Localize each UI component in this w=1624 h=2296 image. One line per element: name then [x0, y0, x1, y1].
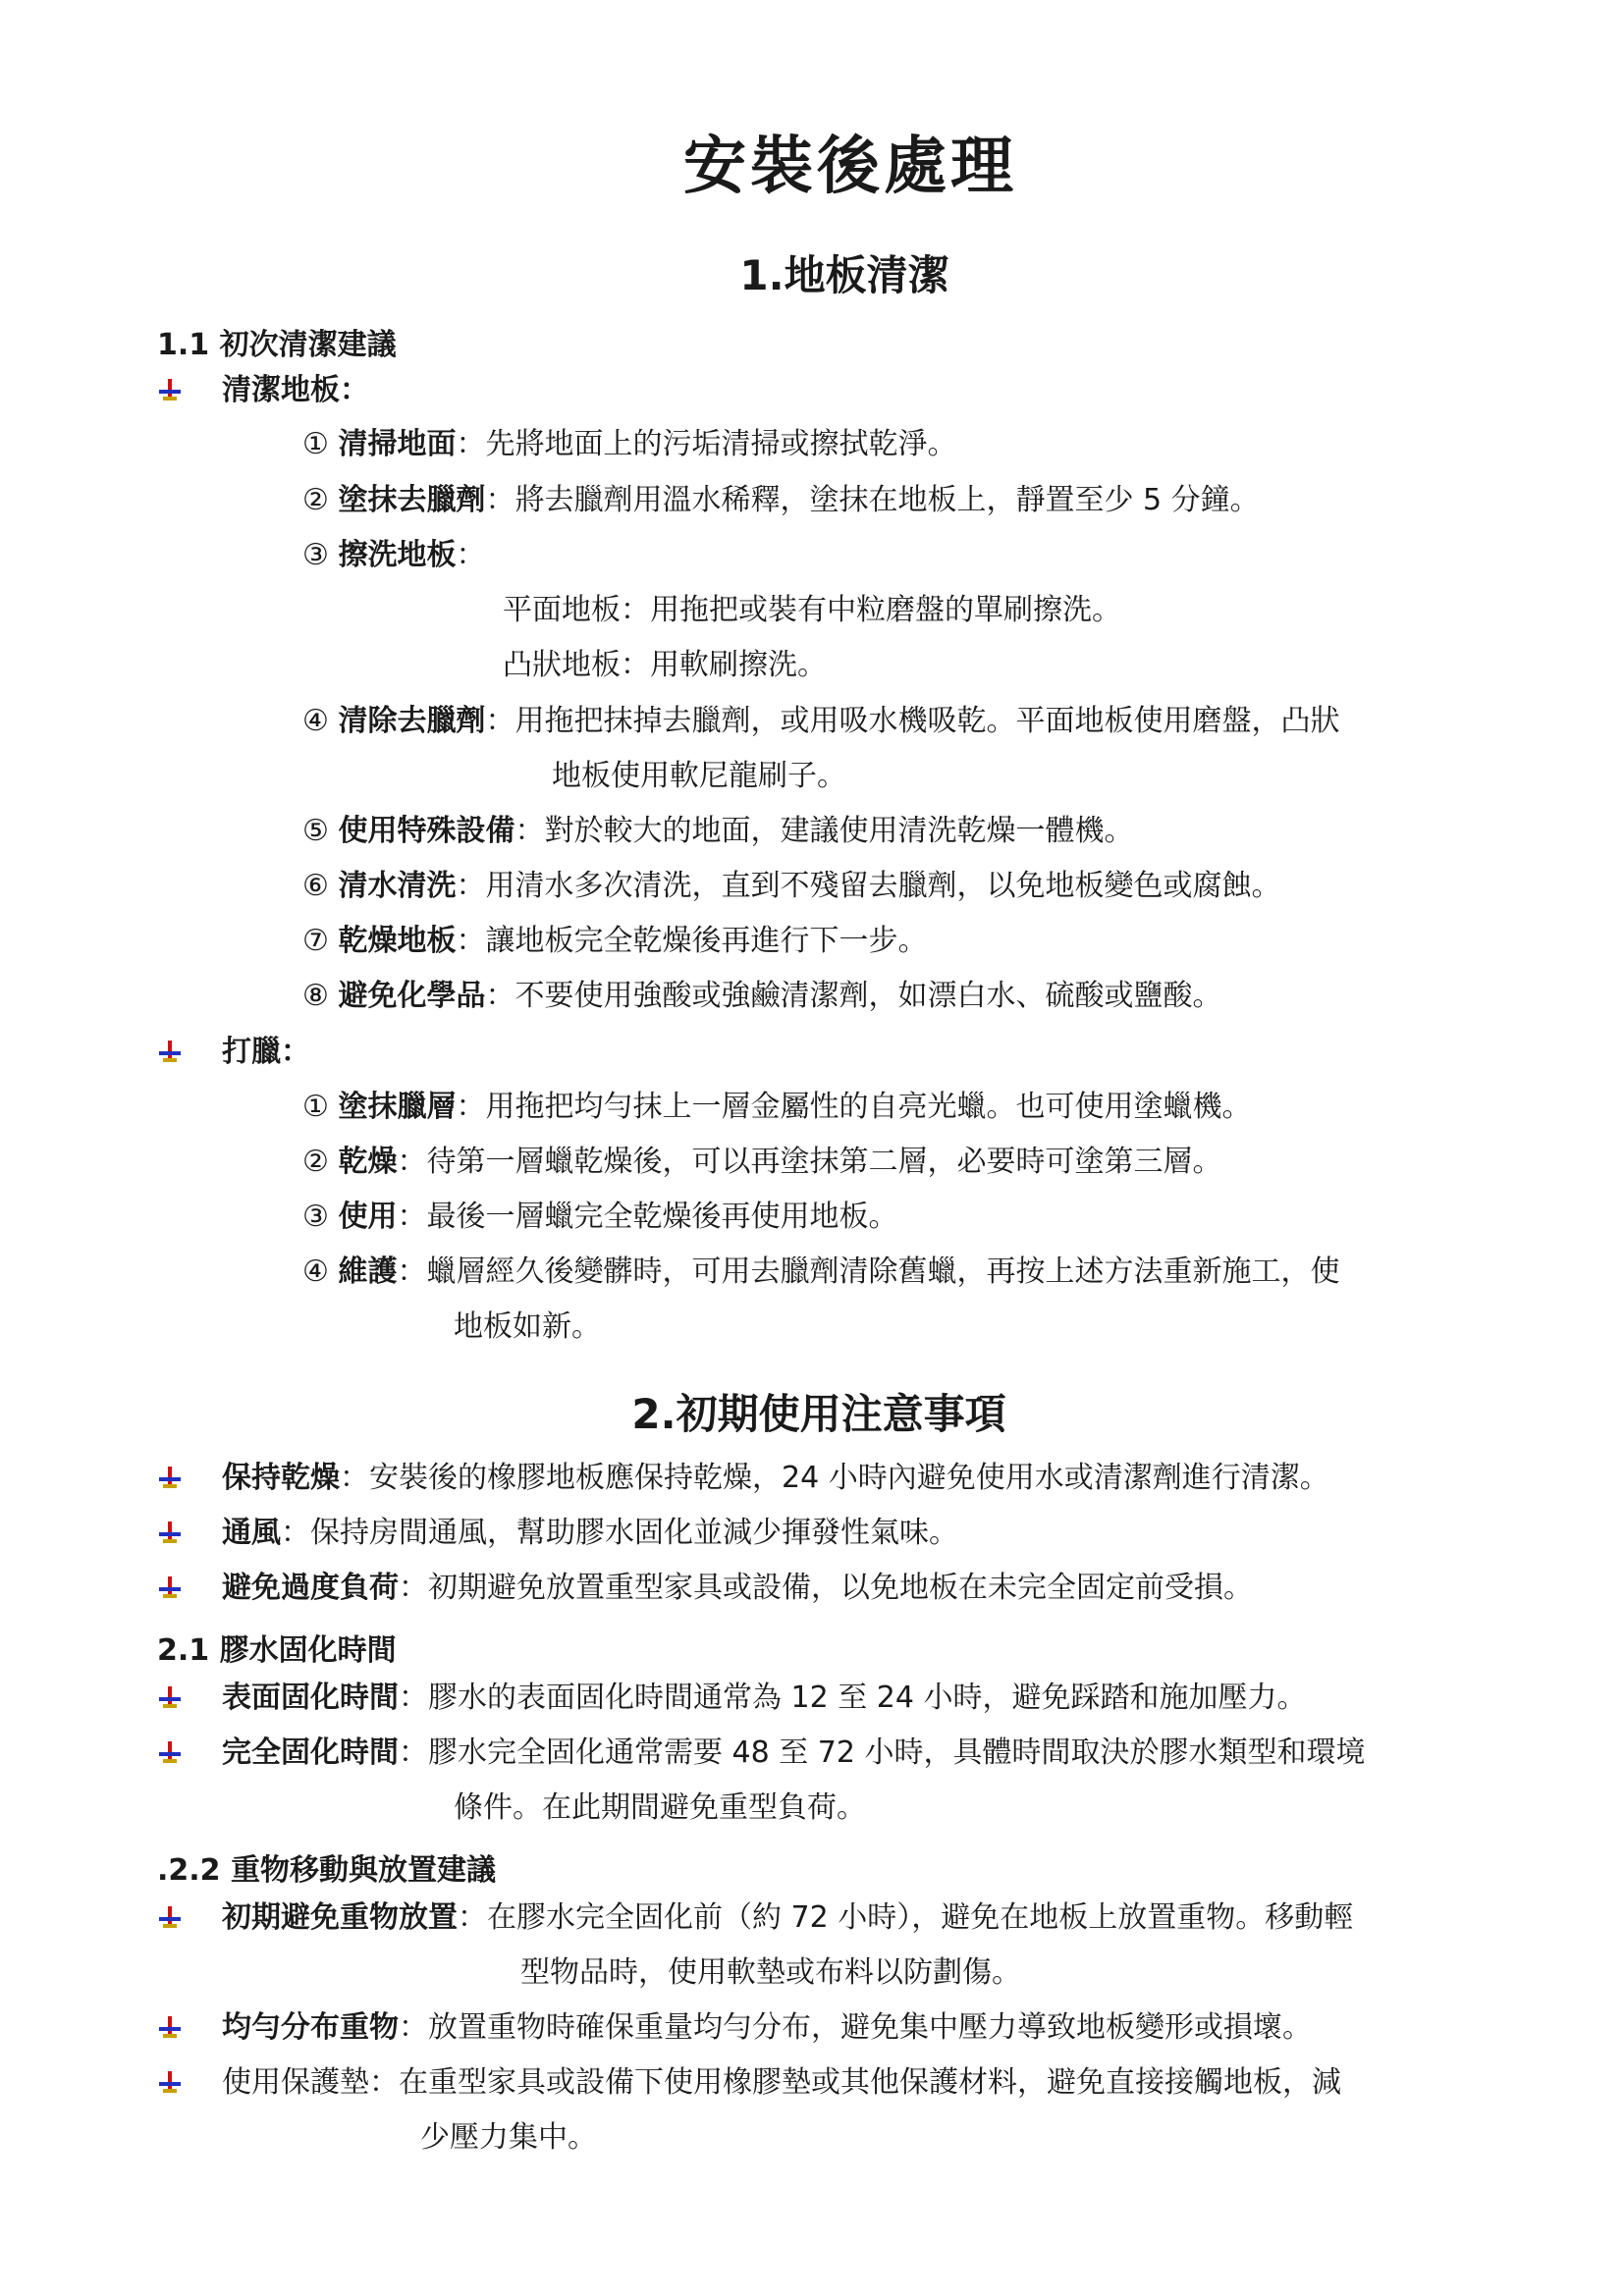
remove-wax-continued: 地板使用軟尼龍刷子。 [552, 759, 846, 793]
list-item: ⑧ 避免化學品：不要使用強酸或強鹼清潔劑，如漂白水、硫酸或鹽酸。 [302, 979, 1222, 1013]
bullet-icon [157, 1904, 183, 1930]
bullet-icon [157, 1039, 183, 1064]
list-item: 保持乾燥：安裝後的橡膠地板應保持乾燥，24 小時內避免使用水或清潔劑進行清潔。 [222, 1461, 1329, 1495]
wax-heading: 打臘： [222, 1035, 310, 1069]
scrub-bump-text: 凸狀地板：用軟刷擦洗。 [503, 648, 827, 682]
list-item: 避免過度負荷：初期避免放置重型家具或設備，以免地板在未完全固定前受損。 [222, 1571, 1253, 1605]
list-item: ④ 清除去臘劑：用拖把抹掉去臘劑，或用吸水機吸乾。平面地板使用磨盤，凸狀 [302, 704, 1340, 738]
cure-continued: 條件。在此期間避免重型負荷。 [454, 1790, 866, 1825]
circled-number: ⑥ [302, 869, 329, 903]
bullet-icon [157, 1520, 183, 1545]
circled-number: ⑤ [302, 814, 329, 848]
list-item: ④ 維護：蠟層經久後變髒時，可用去臘劑清除舊蠟，再按上述方法重新施工，使 [302, 1255, 1340, 1289]
section-2-heading: 2.初期使用注意事項 [631, 1390, 1006, 1438]
list-item: ② 乾燥：待第一層蠟乾燥後，可以再塗抹第二層，必要時可塗第三層。 [302, 1145, 1222, 1179]
circled-number: ③ [302, 538, 329, 572]
subsection-1-1-heading: 1.1 初次清潔建議 [157, 328, 397, 362]
list-item: ① 塗抹臘層：用拖把均勻抹上一層金屬性的自亮光蠟。也可使用塗蠟機。 [302, 1090, 1252, 1124]
circled-number: ④ [302, 1255, 329, 1289]
list-item: 使用保護墊：在重型家具或設備下使用橡膠墊或其他保護材料，避免直接接觸地板，減 [222, 2065, 1341, 2100]
list-item: ③ 使用：最後一層蠟完全乾燥後再使用地板。 [302, 1200, 898, 1234]
circled-number: ⑧ [302, 979, 329, 1013]
bullet-icon [157, 377, 183, 402]
list-item: 初期避免重物放置：在膠水完全固化前（約 72 小時），避免在地板上放置重物。移動輕 [222, 1900, 1354, 1935]
protect-pad-continued: 少壓力集中。 [420, 2120, 597, 2155]
bullet-icon [157, 1684, 183, 1710]
subsection-2-1-heading: 2.1 膠水固化時間 [157, 1633, 397, 1668]
circled-number: ① [302, 1090, 329, 1124]
circled-number: ② [302, 1145, 329, 1179]
list-item: ① 清掃地面：先將地面上的污垢清掃或擦拭乾淨。 [302, 427, 957, 461]
bullet-icon [157, 2069, 183, 2095]
list-item: ⑤ 使用特殊設備：對於較大的地面，建議使用清洗乾燥一體機。 [302, 814, 1134, 848]
list-item: 通風：保持房間通風，幫助膠水固化並減少揮發性氣味。 [222, 1516, 958, 1550]
circled-number: ⑦ [302, 924, 329, 958]
bullet-icon [157, 1575, 183, 1600]
maintenance-continued: 地板如新。 [454, 1309, 601, 1344]
circled-number: ③ [302, 1200, 329, 1234]
circled-number: ② [302, 483, 329, 517]
list-item: ⑦ 乾燥地板：讓地板完全乾燥後再進行下一步。 [302, 924, 928, 958]
list-item: 表面固化時間：膠水的表面固化時間通常為 12 至 24 小時，避免踩踏和施加壓力。 [222, 1681, 1307, 1715]
section-1-heading: 1.地板清潔 [739, 251, 949, 299]
list-item: 均勻分布重物：放置重物時確保重量均勻分布，避免集中壓力導致地板變形或損壞。 [222, 2010, 1312, 2045]
list-item: ③ 擦洗地板： [302, 538, 486, 572]
list-item: ② 塗抹去臘劑：將去臘劑用溫水稀釋，塗抹在地板上，靜置至少 5 分鐘。 [302, 483, 1260, 517]
bullet-icon [157, 1465, 183, 1490]
circled-number: ① [302, 427, 329, 461]
circled-number: ④ [302, 704, 329, 738]
subsection-2-2-heading: .2.2 重物移動與放置建議 [157, 1853, 496, 1888]
bullet-icon [157, 1739, 183, 1765]
clean-floor-heading: 清潔地板： [222, 373, 369, 407]
list-item: 完全固化時間：膠水完全固化通常需要 48 至 72 小時，具體時間取決於膠水類型和環境 [222, 1735, 1366, 1770]
list-item: ⑥ 清水清洗：用清水多次清洗，直到不殘留去臘劑，以免地板變色或腐蝕。 [302, 869, 1281, 903]
page-title: 安裝後處理 [683, 131, 1017, 203]
heavy-continued: 型物品時，使用軟墊或布料以防劃傷。 [520, 1955, 1021, 1990]
bullet-icon [157, 2014, 183, 2040]
scrub-flat-text: 平面地板：用拖把或裝有中粒磨盤的單刷擦洗。 [503, 593, 1121, 627]
